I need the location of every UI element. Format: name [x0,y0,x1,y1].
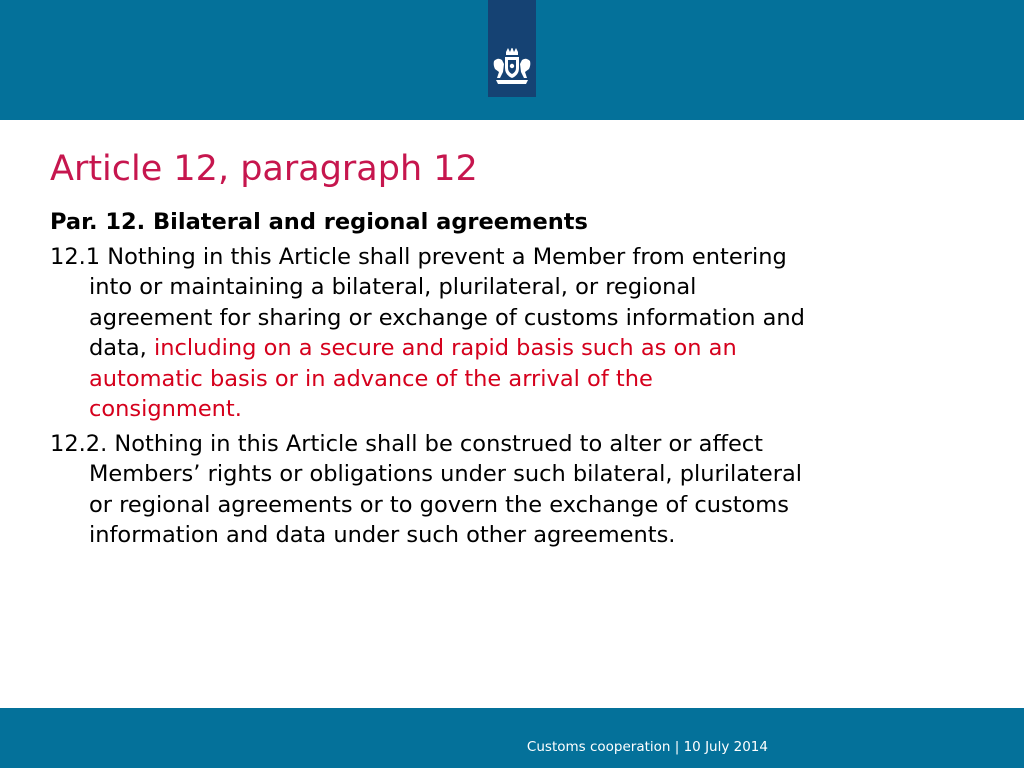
highlighted-text: including on a secure and rapid basis such as on an automatic basis or in advance of the arrival of the consignment. [89,335,737,422]
paragraph-text: 12.1 Nothing in this Article shall prevent a Member from entering into or maintaining a bilateral, plurilateral, or regional agreement for sharing or exchange of customs information and data, [50,243,805,361]
header-band [0,0,1024,120]
coat-of-arms-icon [490,48,534,88]
footer-band [0,708,1024,768]
emblem-box [488,0,536,97]
paragraph-text: 12.2. Nothing in this Article shall be construed to alter or affect Members’ rights or obligations under such bilateral, plurilateral or regional agreements or to govern the exchange of customs information and data under such other agreements. [50,430,803,548]
paragraph-12-1 [50,242,810,425]
slide-body [50,207,810,555]
subheading: Par. 12. Bilateral and regional agreements [50,209,588,235]
paragraph-12-2 [50,429,810,551]
slide-title: Article 12, paragraph 12 [50,149,478,189]
footer-text: Customs cooperation | 10 July 2014 [526,739,768,755]
